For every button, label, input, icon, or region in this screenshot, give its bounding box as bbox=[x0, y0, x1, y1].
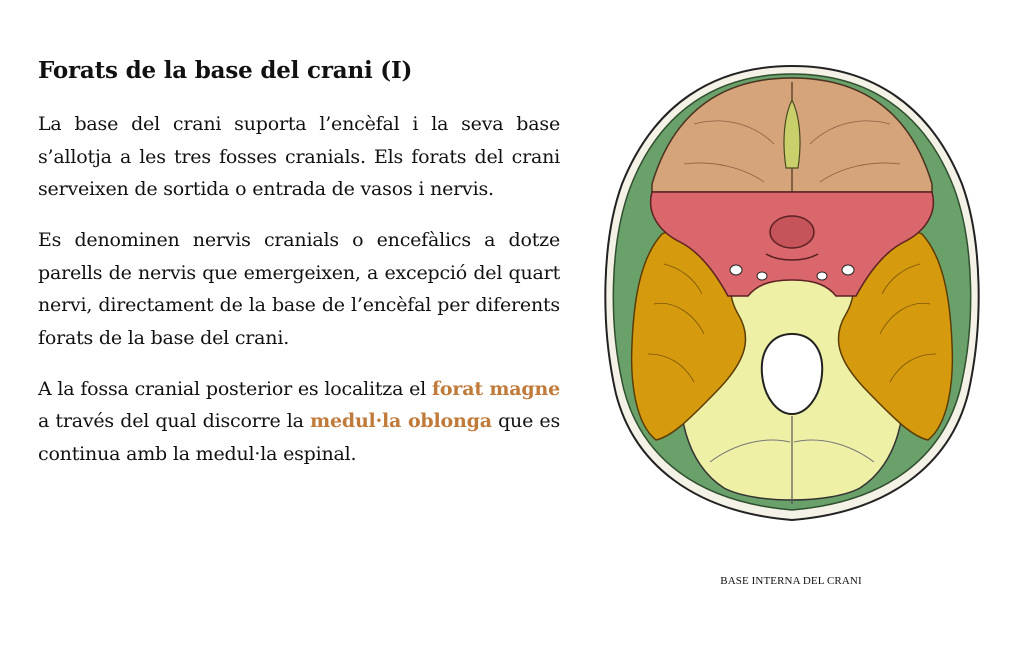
term-medulla-oblonga[interactable]: medul·la oblonga bbox=[310, 410, 492, 433]
term-forat-magne[interactable]: forat magne bbox=[431, 377, 560, 400]
figure-caption: BASE INTERNA DEL CRANI bbox=[720, 575, 862, 587]
paragraph-text-3: que es continua amb la medul·la espinal. bbox=[38, 410, 560, 465]
paragraph-text-2: a través del qual discorre la bbox=[38, 410, 311, 433]
skull-base-figure bbox=[594, 64, 990, 524]
foramen-right-1 bbox=[842, 265, 854, 275]
text-column bbox=[38, 56, 560, 489]
paragraph-cranial-nerves: Es denominen nervis cranials o encefàlics a dotze parells de nervis que emergeixen, a excepció del quart nervi, directament de la base de l’encèfal per diferents forats de la base del crani. bbox=[38, 228, 560, 349]
page-title: Forats de la base del crani (I) bbox=[38, 57, 413, 84]
sella-turcica bbox=[770, 216, 814, 248]
paragraph-intro: La base del crani suporta l’encèfal i la seva base s’allotja a les tres fosses cranials. Els forats del crani serveixen de sortida o entrada de vasos i nervis. bbox=[38, 112, 560, 201]
paragraph-posterior-fossa bbox=[38, 373, 560, 471]
foramen-left-1 bbox=[730, 265, 742, 275]
paragraph-text-1: A la fossa cranial posterior es localitza el bbox=[38, 377, 432, 400]
foramen-right-2 bbox=[817, 272, 827, 280]
skull-base-illustration bbox=[594, 64, 990, 524]
foramen-left-2 bbox=[757, 272, 767, 280]
foramen-magnum bbox=[762, 334, 822, 414]
